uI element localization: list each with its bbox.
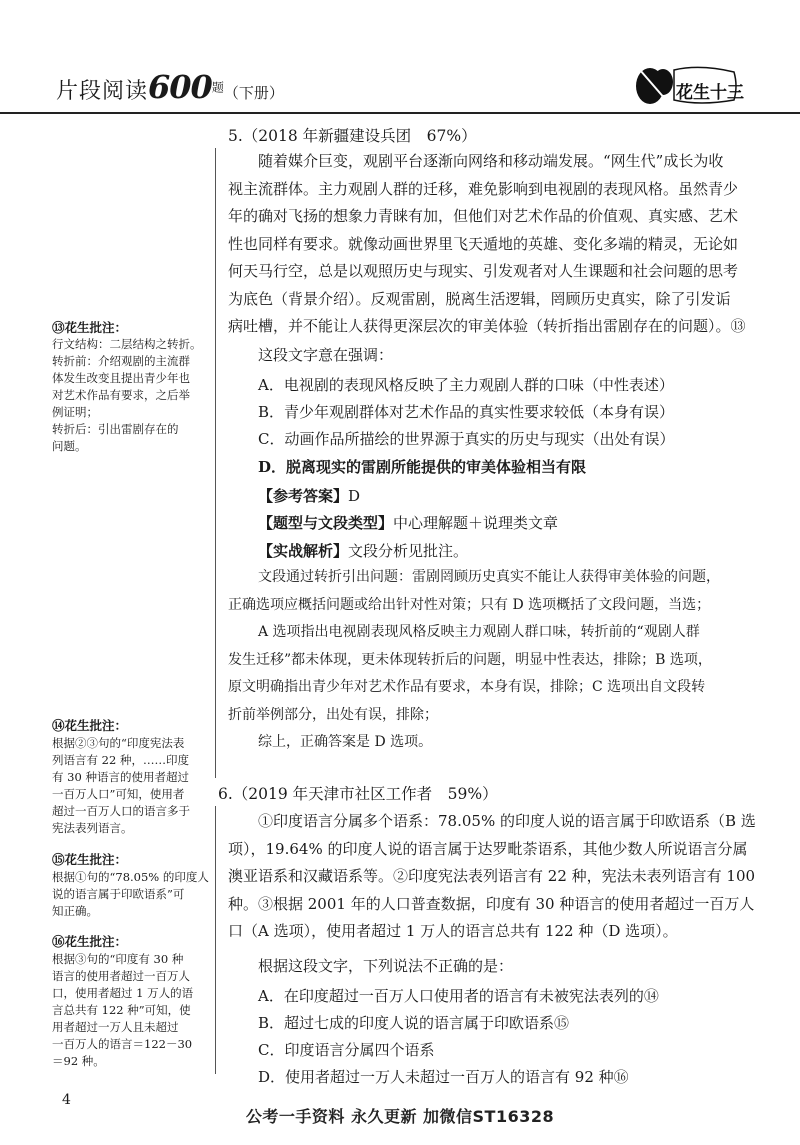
analysis-label: 【实战解析】 bbox=[258, 542, 349, 560]
side-note-line: 有 30 种语言的使用者超过 bbox=[52, 770, 189, 784]
q5-option-c: C．动画作品所描绘的世界源于真实的历史与现实（出处有误） bbox=[258, 430, 675, 448]
q5-option-b: B．青少年观剧群体对艺术作品的真实性要求较低（本身有误） bbox=[258, 403, 675, 421]
side-note-line: 转折后：引出雷剧存在的 bbox=[52, 422, 179, 436]
q5-passage-line: 为底色（背景介绍）。反观雷剧，脱离生活逻辑，罔顾历史真实，除了引发诟 bbox=[228, 289, 731, 308]
side-note-line: 说的语言属于印欧语系”可 bbox=[52, 887, 185, 901]
side-note-line: 言总共有 122 种”可知，使 bbox=[52, 1003, 191, 1017]
side-note-line: 用者超过一万人且未超过 bbox=[52, 1020, 179, 1034]
analysis-line: 原文明确指出青少年对艺术作品有要求，本身有误，排除；C 选项出自文段转 bbox=[228, 679, 706, 695]
side-note-14-body bbox=[52, 735, 204, 837]
q5-option-a: A．电视剧的表现风格反映了主力观剧人群的口味（中性表述） bbox=[258, 376, 674, 394]
type-value: 中心理解题＋说理类文章 bbox=[393, 514, 559, 532]
side-note-line: 语言的使用者超过一百万人 bbox=[52, 969, 190, 983]
analysis-line: 综上，正确答案是 D 选项。 bbox=[258, 734, 433, 750]
q5-option-d: D．脱离现实的雷剧所能提供的审美体验相当有限 bbox=[258, 458, 587, 476]
analysis-line: A 选项指出电视剧表现风格反映主力观剧人群口味，转折前的“观剧人群 bbox=[258, 624, 700, 640]
q5-type bbox=[258, 512, 558, 533]
side-note-line: 根据②③句的“印度宪法表 bbox=[52, 736, 185, 750]
answer-label: 【参考答案】 bbox=[258, 487, 349, 505]
q6-passage bbox=[228, 808, 756, 946]
analysis-value: 文段分析见批注。 bbox=[348, 542, 469, 560]
side-note-line: 超过一百万人口的语言多于 bbox=[52, 804, 190, 818]
side-note-line: 例证明； bbox=[52, 405, 98, 419]
q5-title: 5.（2018 年新疆建设兵团 67%） bbox=[228, 127, 477, 145]
q6-option-b: B．超过七成的印度人说的语言属于印欧语系⑮ bbox=[258, 1014, 570, 1032]
q5-passage-line: 性也同样有要求。就像动画世界里飞天遁地的英雄、变化多端的精灵，无论如 bbox=[228, 234, 739, 253]
side-note-14-heading: ⑭花生批注： bbox=[52, 718, 128, 733]
q6-passage-line: 口（A 选项），使用者超过 1 万人的语言总共有 122 种（D 选项）。 bbox=[228, 922, 678, 940]
q5-question: 这段文字意在强调： bbox=[258, 346, 394, 364]
analysis-line: 折前举例部分，出处有误，排除； bbox=[228, 706, 438, 723]
q5-passage bbox=[228, 148, 746, 341]
book-title-number: 600 bbox=[148, 68, 212, 106]
book-title bbox=[56, 68, 284, 108]
side-note-line: 一百万人的语言＝122－30 bbox=[52, 1037, 193, 1051]
column-divider-q5 bbox=[215, 148, 216, 778]
type-label: 【题型与文段类型】 bbox=[258, 514, 394, 532]
book-title-volume: （下册） bbox=[223, 84, 284, 102]
q5-passage-line: 视主流群体。主力观剧人群的迁移，难免影响到电视剧的表现风格。虽然青少 bbox=[228, 179, 739, 198]
page-number: 4 bbox=[62, 1092, 71, 1108]
side-note-16-heading: ⑯花生批注： bbox=[52, 934, 128, 949]
q5-passage-line: 病吐槽，并不能让人获得更深层次的审美体验（转折指出雷剧存在的问题）。⑬ bbox=[228, 317, 746, 335]
side-note-line: 一百万人口”可知，使用者 bbox=[52, 787, 185, 801]
side-note-line: 行文结构：二层结构之转折。 bbox=[52, 337, 202, 351]
q6-passage-line: ①印度语言分属多个语系：78.05% 的印度人说的语言属于印欧语系（B 选 bbox=[258, 812, 756, 830]
q5-analysis bbox=[228, 564, 720, 757]
column-divider-q6 bbox=[215, 806, 216, 1074]
side-note-16-body bbox=[52, 951, 204, 1070]
q5-answer bbox=[258, 485, 360, 506]
side-note-13-body bbox=[52, 336, 204, 455]
footer-watermark: 公考一手资料 永久更新 加微信ST16328 bbox=[245, 1107, 555, 1126]
q6-passage-line: 澳亚语系和汉藏语系等。②印度宪法表列语言有 22 种，宪法未表列语言有 100 bbox=[228, 867, 756, 885]
q6-option-d: D．使用者超过一万人未超过一百万人的语言有 92 种⑯ bbox=[258, 1068, 629, 1086]
side-note-15-heading: ⑮花生批注： bbox=[52, 852, 128, 867]
analysis-line: 发生迁移”都未体现，更未体现转折后的问题，明显中性表达，排除；B 选项， bbox=[228, 651, 712, 668]
q6-passage-line: 种。③根据 2001 年的人口普查数据，印度有 30 种语言的使用者超过一百万人 bbox=[228, 894, 755, 913]
q5-passage-line: 何天马行空，总是以观照历史与现实、引发观者对人生课题和社会问题的思考 bbox=[228, 262, 739, 280]
q6-question: 根据这段文字，下列说法不正确的是： bbox=[258, 957, 514, 975]
side-note-line: 列语言有 22 种，……印度 bbox=[52, 753, 189, 767]
analysis-line: 正确选项应概括问题或给出针对性对策；只有 D 选项概括了文段问题，当选； bbox=[228, 596, 711, 613]
q6-option-c: C．印度语言分属四个语系 bbox=[258, 1041, 435, 1059]
side-note-line: 根据①句的“78.05% 的印度人 bbox=[52, 870, 209, 884]
book-title-part1: 片段阅读 bbox=[56, 79, 149, 104]
side-note-13-heading: ⑬花生批注： bbox=[52, 320, 128, 335]
header-divider bbox=[0, 112, 800, 114]
side-note-line: 口，使用者超过 1 万人的语 bbox=[52, 986, 194, 1000]
q5-passage-line: 年的确对飞扬的想象力青睐有加，但他们对艺术作品的价值观、真实感、艺术 bbox=[228, 207, 739, 225]
q6-title: 6.（2019 年天津市社区工作者 59%） bbox=[218, 785, 498, 803]
side-note-line: 对艺术作品有要求，之后举 bbox=[52, 388, 190, 402]
q6-passage-line: 项），19.64% 的印度人说的语言属于达罗毗荼语系，其他少数人所说语言分属 bbox=[228, 839, 748, 858]
side-note-line: 根据③句的“印度有 30 种 bbox=[52, 952, 184, 966]
side-note-line: 知正确。 bbox=[52, 904, 98, 918]
side-note-15-body bbox=[52, 869, 209, 920]
book-title-part3: 题 bbox=[211, 80, 224, 95]
q5-passage-line: 随着媒介巨变，观剧平台逐渐向网络和移动端发展。“网生代”成长为收 bbox=[258, 152, 724, 170]
q5-analysis-header bbox=[258, 540, 468, 561]
side-note-line: 问题。 bbox=[52, 439, 87, 453]
side-note-line: ＝92 种。 bbox=[52, 1054, 105, 1068]
side-note-line: 转折前：介绍观剧的主流群 bbox=[52, 354, 190, 368]
brand-name: 花生十三 bbox=[676, 83, 744, 103]
q6-option-a: A．在印度超过一百万人口使用者的语言有未被宪法表列的⑭ bbox=[258, 987, 659, 1005]
analysis-line: 文段通过转折引出问题：雷剧罔顾历史真实不能让人获得审美体验的问题， bbox=[258, 569, 720, 585]
side-note-line: 体发生改变且提出青少年也 bbox=[52, 371, 190, 385]
answer-value: D bbox=[348, 487, 361, 505]
side-note-line: 宪法表列语言。 bbox=[52, 821, 133, 835]
